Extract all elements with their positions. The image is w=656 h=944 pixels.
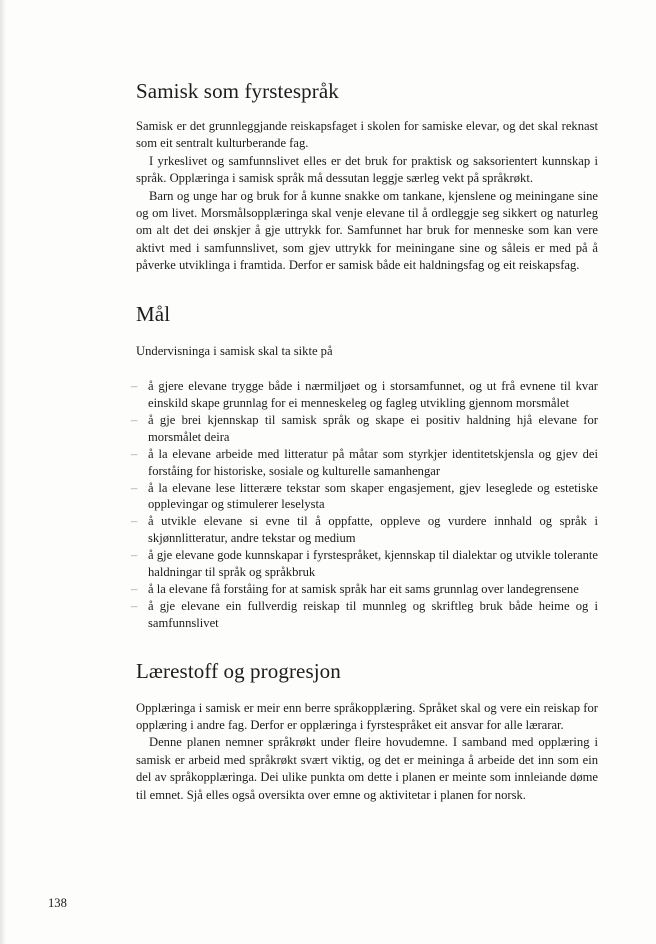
dash-bullet: – <box>131 379 138 394</box>
page-content <box>131 78 598 804</box>
list-item <box>131 378 598 412</box>
dash-bullet: – <box>131 446 138 461</box>
list-item-text: å gje brei kjennskap til samisk språk og skape ei positiv haldning hjå elevane for morsmålet deira <box>148 412 598 444</box>
page-edge-shadow <box>0 0 6 944</box>
list-item-text: å la elevane arbeide med litteratur på måtar som styrkjer identitetskjensla og gjev dei forståing for historiske, sosiale og kulturelle samanhengar <box>148 446 598 478</box>
paragraph: Opplæringa i samisk er meir enn berre språkopplæring. Språket skal og vere ein reiskap for opplæring i andre fag. Derfor er opplæringa i fyrstespråket eit ansvar for alle lærarar. <box>136 700 598 733</box>
list-item-text: å gje elevane gode kunnskapar i fyrstespråket, kjennskap til dialektar og utvikle tolerante haldningar til språk og språkbruk <box>148 548 598 580</box>
list-item <box>131 412 598 446</box>
list-item <box>131 598 598 632</box>
dash-bullet: – <box>131 581 138 596</box>
section-heading-laerestoff: Lærestoff og progresjon <box>136 658 341 683</box>
paragraph: Denne planen nemner språkrøkt under fleire hovudemne. I samband med opplæring i samisk er arbeid med språkrøkt svært viktig, og det er meininga å arbeide det inn som ein del av språkopplæringa. Dei ulike punkta om dette i planen er meinte som innleiande døme til emnet. Sjå elles også oversikta over emne og aktivitetar i planen for norsk. <box>136 735 598 802</box>
list-item <box>131 581 598 598</box>
goals-list <box>131 378 598 632</box>
dash-bullet: – <box>131 514 138 529</box>
list-item-text: å la elevane lese litterære tekstar som skaper engasjement, gjev leseglede og estetiske opplevingar og stimulerer leselysta <box>148 480 598 512</box>
list-item-text: å gjere elevane trygge både i nærmiljøet og i storsamfunnet, og ut frå evnene til kvar einskild skape grunnlag for ei menneskeleg og fagleg utvikling gjennom morsmålet <box>148 379 598 410</box>
list-item-text: å gje elevane ein fullverdig reiskap til munnleg og skriftleg bruk både heime og i samfunnslivet <box>148 598 598 630</box>
paragraph: Barn og unge har og bruk for å kunne snakke om tankane, kjenslene og meiningane sine og om livet. Morsmålsopplæringa skal venje elevane til å ordleggje seg sikkert og naturleg om alt det dei ønskjer å gje uttrykk for. Samfunnet har bruk for menneske som kan vere aktivt med i samfunnslivet, som gjev uttrykk for meiningane sine og såleis er med på å påverke utviklinga i framtida. Derfor er samisk både eit haldningsfag og eit reiskapsfag. <box>136 188 598 273</box>
list-item <box>131 547 598 581</box>
dash-bullet: – <box>131 548 138 563</box>
goals-intro: Undervisninga i samisk skal ta sikte på <box>136 343 333 358</box>
section-heading-samisk: Samisk som fyrstespråk <box>136 79 339 103</box>
list-item-text: å la elevane få forståing for at samisk språk har eit sams grunnlag over landegrensene <box>148 581 579 596</box>
paragraph: I yrkeslivet og samfunnslivet elles er det bruk for praktisk og saksorientert kunnskap i språk. Opplæringa i samisk språk må dessutan leggje særleg vekt på språkrøkt. <box>136 153 598 186</box>
list-item <box>131 446 598 480</box>
list-item <box>131 480 598 514</box>
dash-bullet: – <box>131 598 138 613</box>
section-heading-maal: Mål <box>136 301 171 326</box>
list-item-text: å utvikle elevane si evne til å oppfatte, oppleve og vurdere innhald og språk i skjønnlitteratur, andre tekstar og medium <box>148 514 598 546</box>
dash-bullet: – <box>131 412 138 427</box>
paragraph: Samisk er det grunnleggjande reiskapsfaget i skolen for samiske elevar, og det skal reknast som eit sentralt kulturberande fag. <box>136 119 598 151</box>
list-item <box>131 513 598 547</box>
page-number: 138 <box>48 896 67 910</box>
dash-bullet: – <box>131 480 138 495</box>
